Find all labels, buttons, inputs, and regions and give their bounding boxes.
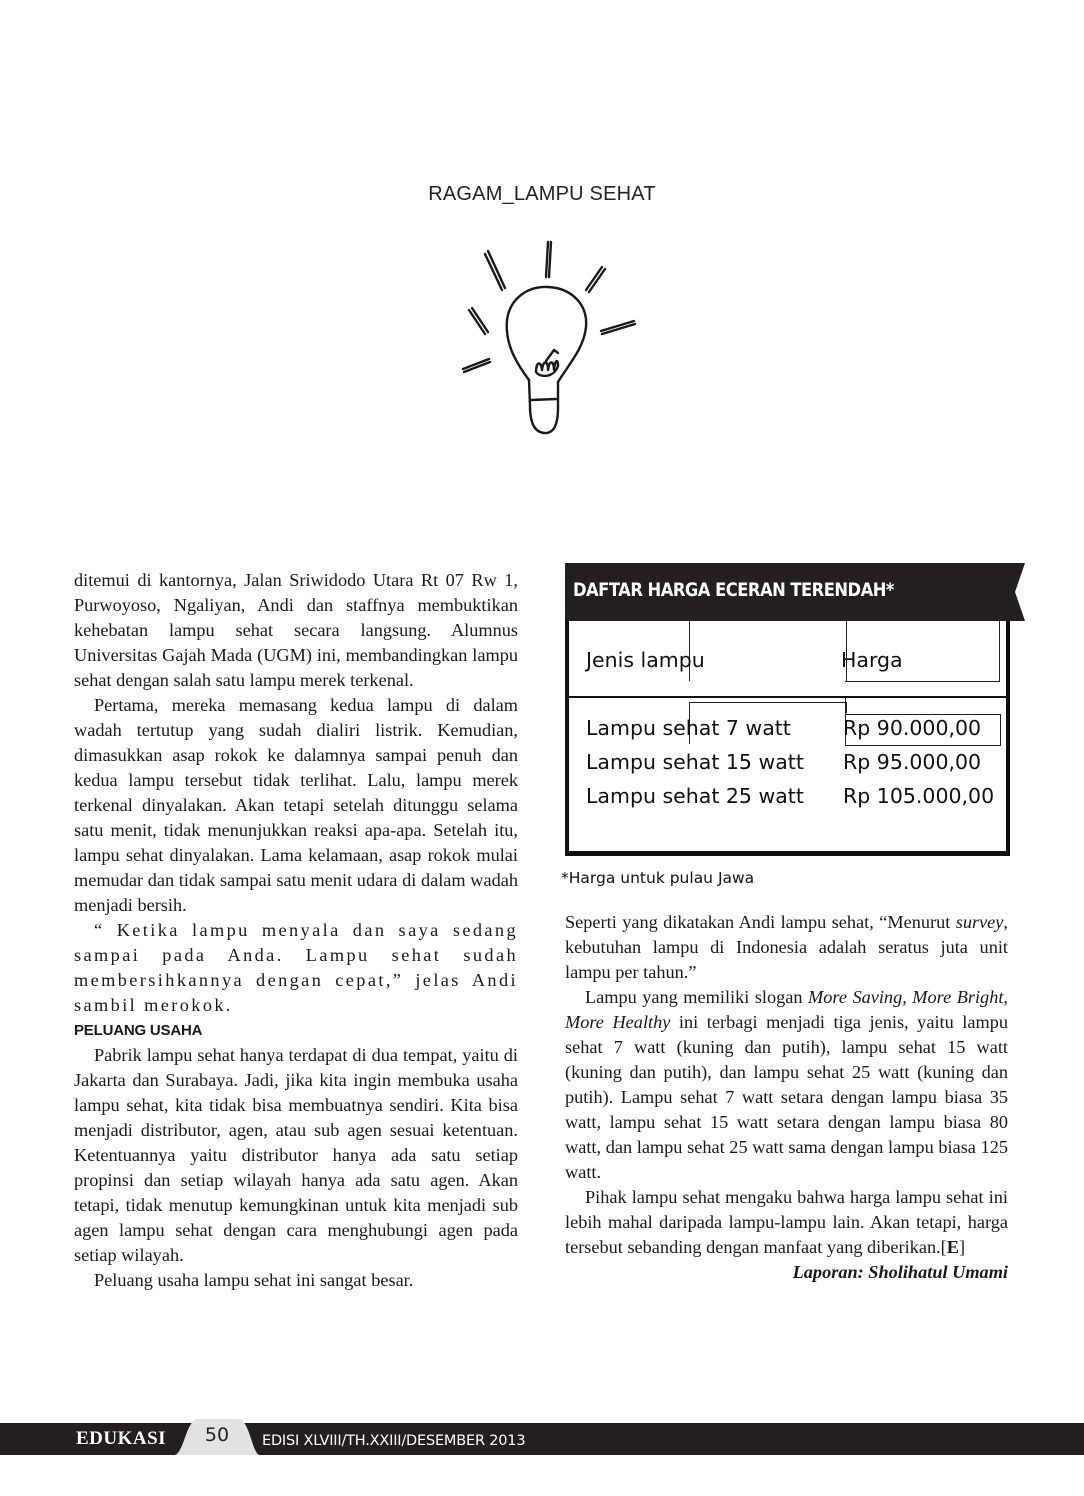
- table-cell-type: Lampu sehat 15 watt: [586, 750, 804, 774]
- page-number: 50: [204, 1424, 230, 1446]
- byline: Laporan: Sholihatul Umami: [792, 1262, 1008, 1282]
- price-table-frame: [565, 621, 1010, 856]
- price-table-box: [565, 563, 1025, 859]
- quote-paragraph: “ Ketika lampu menyala dan saya sedang sampai pada Anda. Lampu sehat sudah membersihkannya dengan cepat,” jelas Andi sambil merokok.: [74, 920, 518, 1015]
- paragraph: Pabrik lampu sehat hanya terdapat di dua tempat, yaitu di Jakarta dan Surabaya. Jadi, jika kita ingin membuka usaha lampu sehat, kita tidak bisa membuatnya sendiri. Kita bisa menjadi distributor, agen, atau sub agen sesuai ketentuan. Ketentuannya yaitu distributor hanya ada satu setiap propinsi dan setiap wilayah hanya ada satu agen. Akan tetapi, tidak menutup kemungkinan untuk kita menjadi sub agen lampu sehat dengan cara menghubungi agen pada setiap wilayah.: [74, 1045, 518, 1265]
- paragraph: Lampu yang memiliki slogan More Saving, More Bright, More Healthy ini terbagi menjadi tiga jenis, yaitu lampu sehat 7 watt (kuning dan putih), lampu sehat 15 watt (kuning dan putih), dan lampu sehat 25 watt (kuning dan putih). Lampu sehat 7 watt setara dengan lampu biasa 35 watt, lampu sehat 15 watt setara dengan lampu biasa 80 watt, dan lampu sehat 25 watt sama dengan lampu biasa 125 watt.: [565, 987, 1008, 1182]
- light-bulb-icon: [450, 232, 650, 447]
- table-cell-price: Rp 90.000,00: [843, 716, 982, 740]
- grid-lines: [845, 698, 846, 714]
- paragraph: ditemui di kantornya, Jalan Sriwidodo Utara Rt 07 Rw 1, Purwoyoso, Ngaliyan, Andi dan staffnya membuktikan kehebatan lampu sehat secara langsung. Alumnus Universitas Gajah Mada (UGM) ini, membandingkan lampu sehat dengan salah satu lampu merek terkenal.: [74, 570, 518, 690]
- table-header-jenis: Jenis lampu: [586, 648, 705, 672]
- paragraph: Pihak lampu sehat mengaku bahwa harga lampu sehat ini lebih mahal daripada lampu-lampu lain. Akan tetapi, harga tersebut sebanding dengan manfaat yang diberikan.[E]: [565, 1187, 1008, 1257]
- paragraph: Pertama, mereka memasang kedua lampu di dalam wadah tertutup yang sudah dialiri listrik. Kemudian, dimasukkan asap rokok ke dalamnya sampai penuh dan kedua lampu tersebut tidak terlihat. Lalu, lampu merek terkenal dinyalakan. Akan tetapi setelah ditunggu selama satu menit, tidak menunjukkan reaksi apa-apa. Setelah itu, lampu sehat dinyalakan. Lama kelamaan, asap rokok mulai memudar dan tidak sampai satu menit udara di dalam wadah menjadi bersih.: [74, 695, 518, 915]
- price-footnote: *Harga untuk pulau Jawa: [561, 869, 755, 887]
- section-title: RAGAM_LAMPU SEHAT: [428, 183, 656, 205]
- article-right-column: [565, 910, 1008, 1285]
- table-cell-price: Rp 105.000,00: [843, 784, 995, 808]
- edition-info: EDISI XLVIII/TH.XXIII/DESEMBER 2013: [262, 1433, 526, 1449]
- magazine-name: EDUKASI: [76, 1428, 167, 1449]
- article-left-column: [74, 568, 518, 1293]
- table-cell-type: Lampu sehat 25 watt: [586, 784, 804, 808]
- grid-lines: [689, 702, 847, 713]
- subheading: PELUANG USAHA: [74, 1022, 203, 1039]
- table-header-harga: Harga: [841, 648, 903, 672]
- table-header-divider: [569, 696, 1006, 698]
- grid-lines: [689, 621, 847, 681]
- price-table-title: DAFTAR HARGA ECERAN TERENDAH*: [573, 579, 894, 601]
- paragraph: Seperti yang dikatakan Andi lampu sehat, “Menurut survey, kebutuhan lampu di Indonesia adalah seratus juta unit lampu per tahun.”: [565, 912, 1008, 982]
- paragraph: Peluang usaha lampu sehat ini sangat besar.: [94, 1270, 414, 1290]
- table-cell-price: Rp 95.000,00: [843, 750, 982, 774]
- table-cell-type: Lampu sehat 7 watt: [586, 716, 791, 740]
